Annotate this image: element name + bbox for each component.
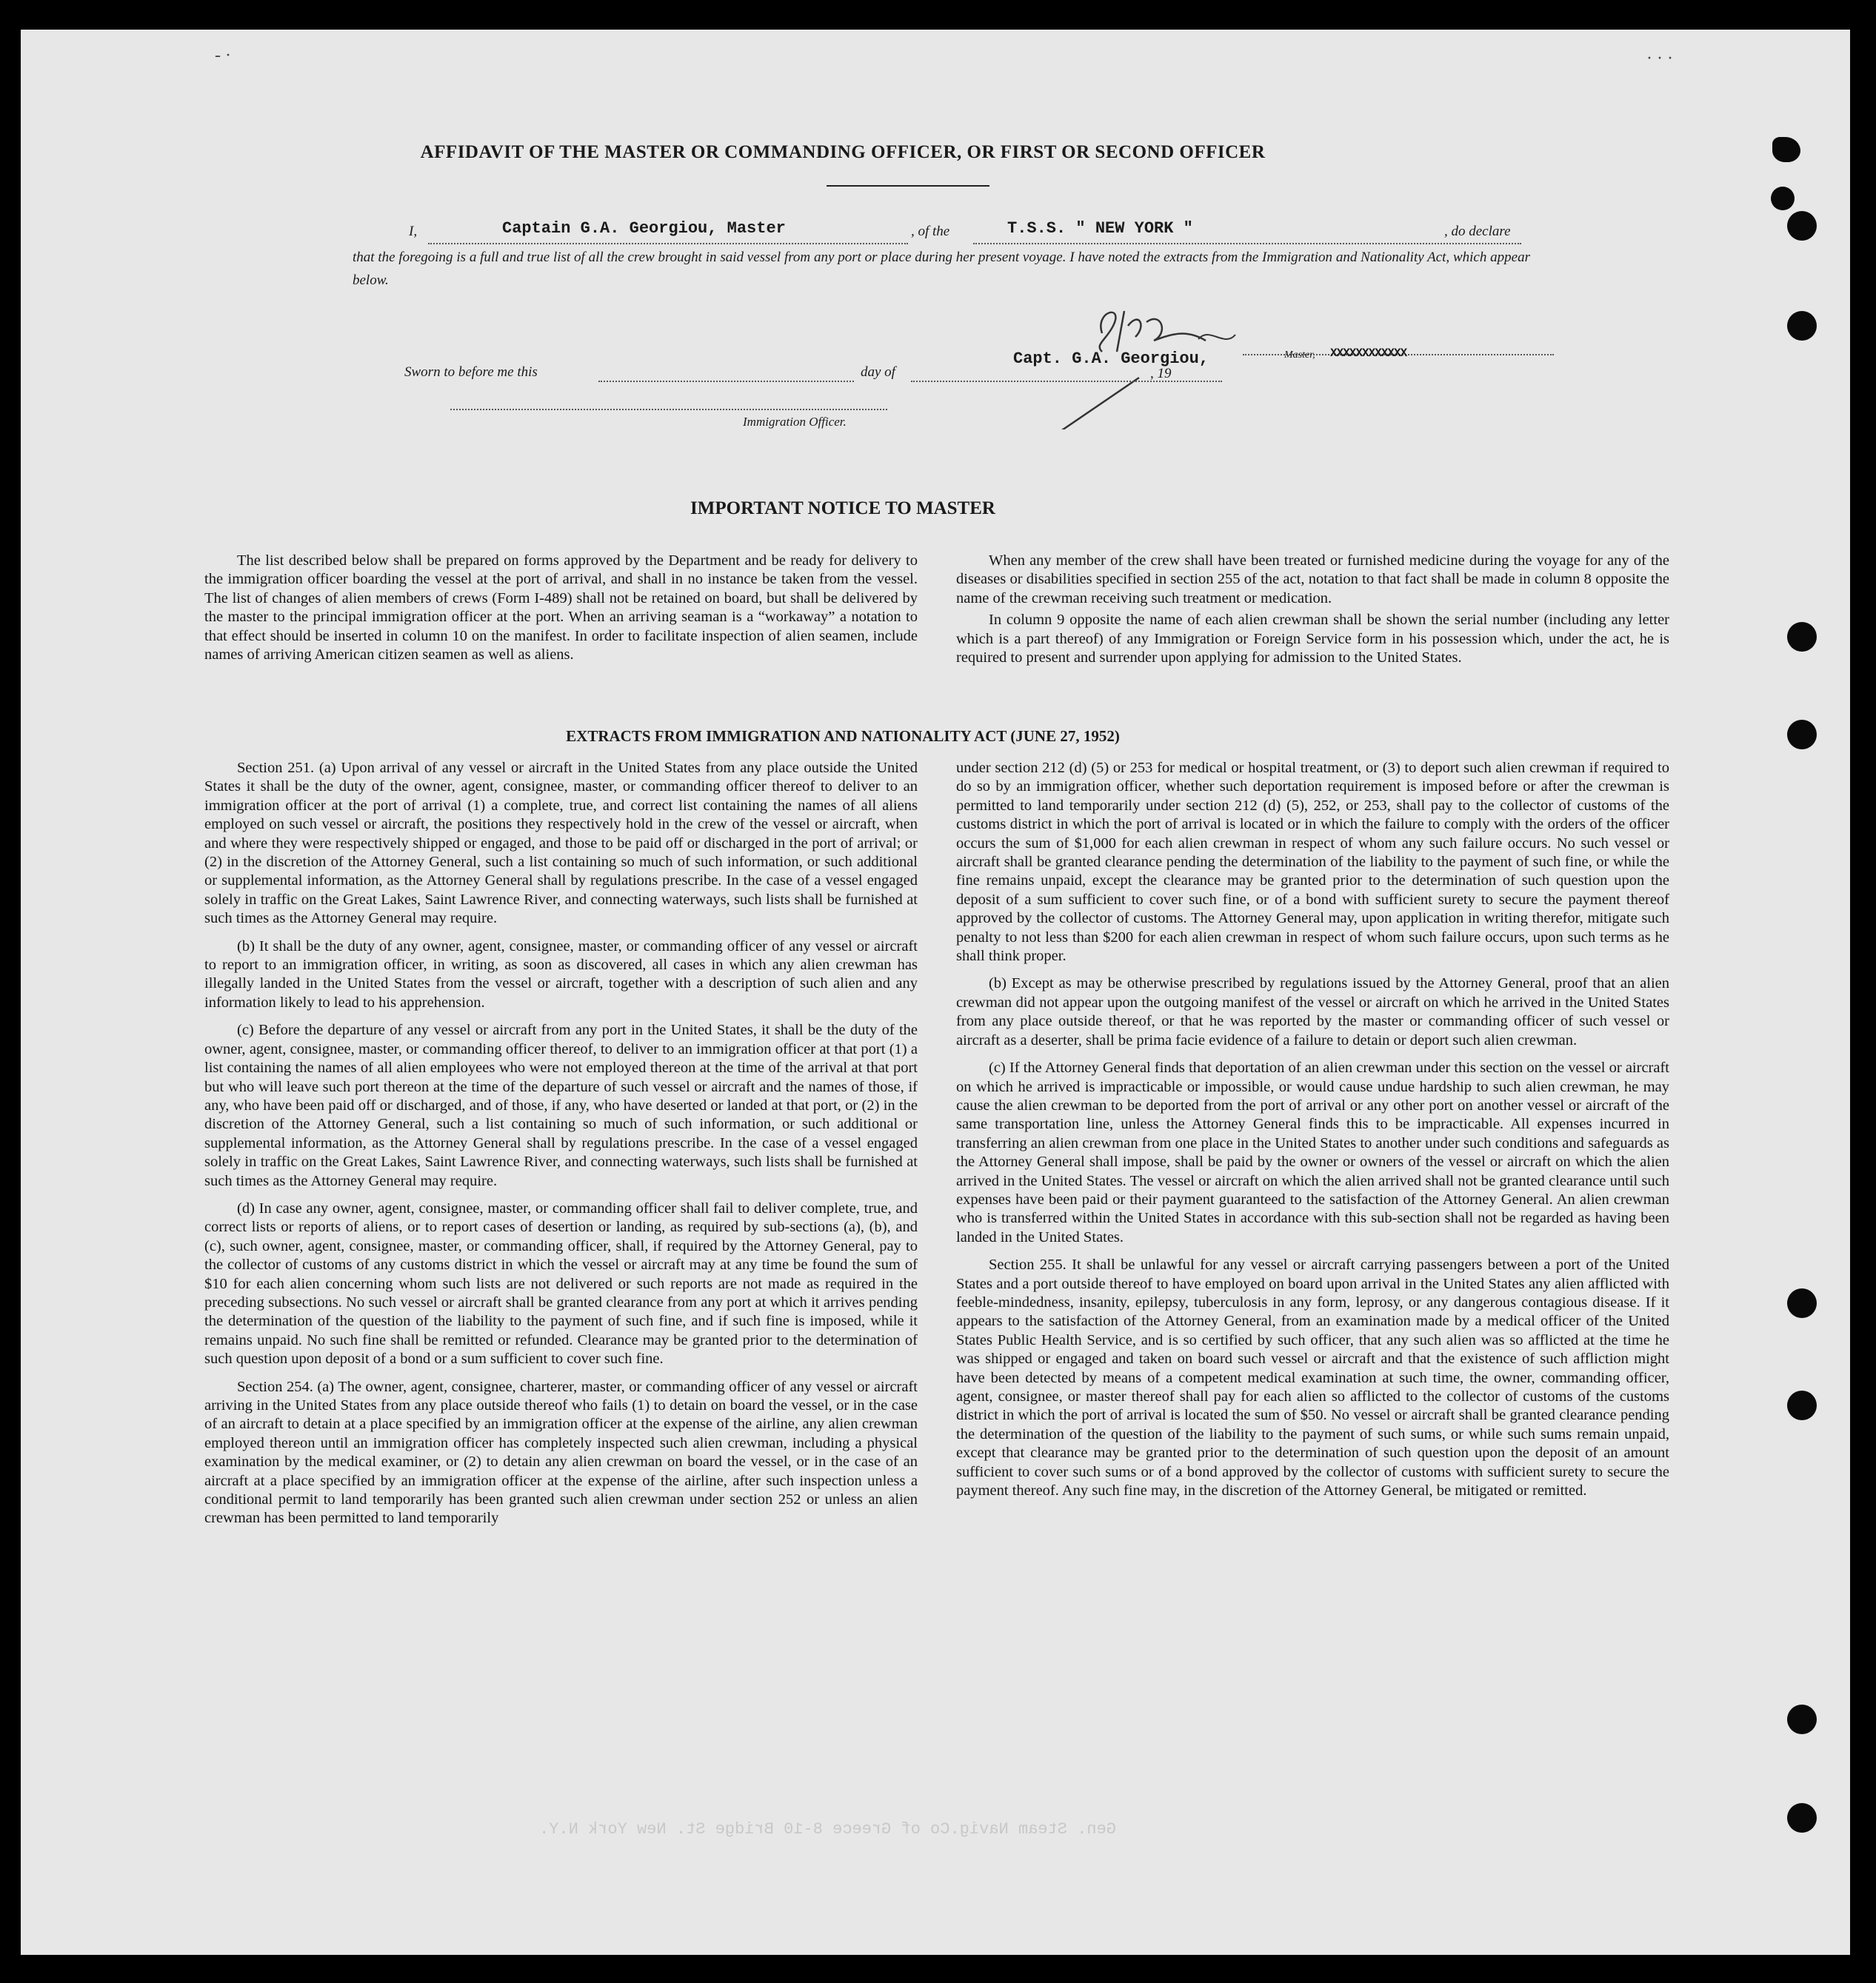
notice-right-column — [956, 552, 1669, 670]
extracts-right-column — [956, 759, 1669, 1509]
punch-hole — [1787, 622, 1817, 652]
extract-paragraph: Section 254. (a) The owner, agent, consignee, charterer, master, or commanding officer of any vessel or aircraft arriving in the United States from any place outside thereof who fails (1) to detain on board the vessel, or in the case of an aircraft to detain at a place specified by an immigration officer at the expense of the airline, any alien crewman employed thereon until an immigration officer has completely inspected such alien crewman, including a physical examination by the medical examiner, or (2) to detain any alien crewman on board the vessel, or in the case of an aircraft at a place specified by an immigration officer at the expense of the airline, after such inspection unless a conditional permit to land temporarily has been granted such alien crewman under section 252 or unless an alien crewman has been permitted to land temporarily — [204, 1378, 918, 1527]
notice-left-column — [204, 552, 918, 667]
immigration-officer-label: Immigration Officer. — [743, 415, 847, 429]
officer-signature-line — [450, 409, 887, 410]
vessel-name: T.S.S. " NEW YORK " — [1007, 219, 1193, 238]
extract-paragraph: (c) Before the departure of any vessel or aircraft from any port in the United States, it shall be the duty of the owner, agent, consignee, master, or commanding officer thereof, to deliver to an immigration officer at that port (1) a list containing the names of all alien employees who were not employed thereon at the time of the arrival at that port but who will leave such port thereon at the time of the departure of such vessel or aircraft and the names of those, if any, who have been paid off or discharged, and of those, if any, who have deserted or landed at that port, or (2) in the discretion of the Attorney General, such a list containing so much of such information, or such additional or supplemental information, as the Attorney General shall by regulations prescribe. In the case of a vessel engaged solely in traffic on the Great Lakes, Saint Lawrence River, and connecting waterways, such lists shall be furnished at such times as the Attorney General may require. — [204, 1022, 918, 1189]
punch-hole — [1787, 720, 1817, 749]
punch-hole — [1787, 1288, 1817, 1318]
title-rule — [827, 185, 989, 187]
master-label: Master, — [1284, 350, 1315, 361]
bleed-through-line: Gen. Steam Navig.Co of Greece 8-10 Bridge St. New York N.Y. — [539, 1820, 1116, 1839]
corner-marks: · · · — [1646, 49, 1673, 68]
extract-paragraph: (c) If the Attorney General finds that deportation of an alien crewman under this section on the vessel or aircraft on which he arrived is impracticable or impossible, or would cause undue hardship to such alien crewman, he may cause the alien crewman to be deported from the port of arrival or any other port on another vessel or aircraft of the same transportation line, unless the Attorney General finds this to be impracticable. All expenses incurred in transferring an alien crewman from one place in the United States to another under such conditions and safeguards as the Attorney General shall impose, shall be paid by the owner or owners of the vessel or aircraft on which the alien arrived in the United States. The vessel or aircraft on which the alien arrived shall not be granted clearance until such expenses have been paid or their payment guaranteed to the satisfaction of the Attorney General. An alien crewman who is transferred within the United States in accordance with this sub-section shall not be regarded as having been landed in the United States. — [956, 1060, 1669, 1245]
punch-hole — [1787, 1705, 1817, 1734]
extract-paragraph: under section 212 (d) (5) or 253 for medical or hospital treatment, or (3) to deport such alien crewman if required to do so by an immigration officer, whether such deportation requirement is imposed before or after the crewman is permitted to land temporarily under section 212 (d) (5), 252, or 253, shall pay to the collector of customs of the customs district in which the port of arrival is located or in which the failure to comply with the orders of the officer occurs the sum of $1,000 for each alien crewman in respect of whom any such failure occurs. No such vessel or aircraft shall be granted clearance pending the determination of the liability to the payment of such fine, or while the fine remains unpaid, except the clearance may be granted prior to the determination of such question upon the deposit of a sum sufficient to cover such fine, or of a bond with sufficient surety to secure the payment thereof approved by the collector of customs. The Attorney General may, upon application in writing therefor, mitigate such penalty to not less than $200 for each alien crewman in respect of whom such failure occurs, upon such terms as he shall think proper. — [956, 760, 1669, 965]
notice-paragraph: When any member of the crew shall have been treated or furnished medicine during the voyage for any of the diseases or disabilities specified in section 255 of the act, notation to that fact shall be made in column 8 opposite the name of the crewman receiving such treatment or medication. — [956, 552, 1669, 606]
punch-hole — [1771, 187, 1795, 210]
signer-typed-name: Capt. G.A. Georgiou, — [1013, 350, 1209, 368]
i-label: I, — [409, 224, 418, 239]
notice-paragraph: In column 9 opposite the name of each alien crewman shall be shown the serial number (including any letter which is a part thereof) of any Immigration or Foreign Service form in his possession which, under the act, he is required to present and surrender upon applying for admission to the United States. — [956, 612, 1669, 666]
extract-paragraph: Section 255. It shall be unlawful for any vessel or aircraft carrying passengers between a port of the United States and a port outside thereof to have employed on board upon arrival in the United States any alien afflicted with feeble-mindedness, insanity, epilepsy, tuberculosis in any form, leprosy, or any dangerous contagious disease. If it appears to the satisfaction of the Attorney General, from an examination made by a medical officer of the United States Public Health Service, and is so certified by such officer, that any such alien was so afflicted at the time he was shipped or engaged and taken on board such vessel or aircraft and that the existence of such affliction might have been detected by means of a competent medical examination at such time, the owner, commanding officer, agent, consignee, or master thereof shall pay for each alien so afflicted to the collector of customs of the customs district in which the port of arrival is located the sum of $50. No vessel or aircraft shall be granted clearance pending the determination of the question of the liability to the payment of such sums, or while such sums remain unpaid, except that clearance may be granted prior to the determination of such question upon the deposit of an amount sufficient to cover such sums or of a bond approved by the collector of customs with sufficient surety to secure the payment thereof. Any such fine may, in the discretion of the Attorney General, be mitigated or remitted. — [956, 1257, 1669, 1499]
sworn-label: Sworn to before me this — [404, 364, 538, 380]
extract-paragraph: (b) Except as may be otherwise prescribed by regulations issued by the Attorney General, proof that an alien crewman did not appear upon the outgoing manifest of the vessel or aircraft on which he arrived in the United States from any place outside thereof, or that he was reported by the master or commanding officer of such vessel or aircraft as a deserter, shall be prima facie evidence of a failure to detain or deport such alien crewman. — [956, 975, 1669, 1049]
declarant-name: Captain G.A. Georgiou, Master — [502, 219, 786, 238]
punch-hole — [1787, 211, 1817, 241]
punch-hole — [1787, 311, 1817, 341]
affidavit-page — [21, 30, 1850, 1955]
corner-marks: - · — [215, 46, 231, 65]
master-strikeout: XXXXXXXXXXXX — [1330, 347, 1407, 360]
affidavit-title: AFFIDAVIT OF THE MASTER OR COMMANDING OFFICER, OR FIRST OR SECOND OFFICER — [420, 142, 1266, 162]
extract-paragraph: (d) In case any owner, agent, consignee, master, or commanding officer shall fail to deliver complete, true, and correct lists or reports of aliens, or to report cases of desertion or landing, as required by sub-sections (a), (b), and (c), such owner, agent, consignee, master, or commanding officer, shall, if required by the Attorney General, pay to the collector of customs of any customs district in which the vessel or aircraft may at any time be found the sum of $10 for each alien concerning whom such lists are not delivered or such reports are not made as required in the preceding subsections. No such vessel or aircraft shall be granted clearance from any port at which it arrives pending the determination of the question of the liability to the payment of such fine, and if such fine is imposed, while it remains unpaid. No such fine shall be remitted or refunded. Clearance may be granted prior to the determination of such question upon deposit of a bond or a sum sufficient to cover such fine. — [204, 1200, 918, 1368]
notice-title: IMPORTANT NOTICE TO MASTER — [690, 498, 995, 518]
extract-paragraph: Section 251. (a) Upon arrival of any vessel or aircraft in the United States from any place outside the United States it shall be the duty of the owner, agent, consignee, master, or commanding officer thereof to deliver to an immigration officer at the port of arrival (1) a complete, true, and correct list containing the names of all aliens employed on such vessel or aircraft, the positions they respectively hold in the crew of the vessel or aircraft, when and where they were respectively shipped or engaged, and those to be paid off or discharged in the port of arrival; or (2) in the discretion of the Attorney General, such a list containing so much of such information, or such additional or supplemental information, as the Attorney General shall by regulations prescribe. In the case of a vessel engaged solely in traffic on the Great Lakes, Saint Lawrence River, and connecting waterways, such lists shall be furnished at such times as the Attorney General may require. — [204, 760, 918, 927]
punch-hole — [1787, 1803, 1817, 1833]
extracts-title: EXTRACTS FROM IMMIGRATION AND NATIONALITY ACT (JUNE 27, 1952) — [566, 727, 1120, 745]
do-declare-label: , do declare — [1444, 224, 1511, 239]
date-day-line — [598, 361, 854, 382]
extracts-left-column — [204, 759, 918, 1537]
of-the-label: , of the — [911, 224, 950, 239]
year-prefix: , 19 — [1150, 366, 1172, 381]
punch-hole — [1787, 1391, 1817, 1420]
affidavit-statement: that the foregoing is a full and true list of all the crew brought in said vessel from any port or place during her present voyage. I have noted the extracts from the Immigration and Nationality Act, which appear below. — [353, 250, 1530, 288]
extract-paragraph: (b) It shall be the duty of any owner, agent, consignee, master, or commanding officer of any vessel or aircraft to report to an immigration officer, in writing, as soon as discovered, all cases in which any alien crewman has illegally landed in the United States from the vessel or aircraft, together with a description of such alien and any information likely to lead to his apprehension. — [204, 937, 918, 1011]
day-of-label: day of — [861, 364, 895, 380]
sworn-line — [376, 347, 1532, 400]
notice-paragraph: The list described below shall be prepared on forms approved by the Department and be ready for delivery to the immigration officer boarding the vessel at the port of arrival, and shall in no instance be taken from the vessel. The list of changes of alien members of crews (Form I-489) shall not be retained on board, but shall be delivered by the master to the principal immigration officer at the port. When an arriving seaman is a “workaway” a notation to that effect should be inserted in column 10 on the manifest. In order to facilitate inspection of alien seamen, include names of arriving American citizen seamen as well as aliens. — [204, 552, 918, 663]
punch-hole — [1772, 137, 1800, 162]
